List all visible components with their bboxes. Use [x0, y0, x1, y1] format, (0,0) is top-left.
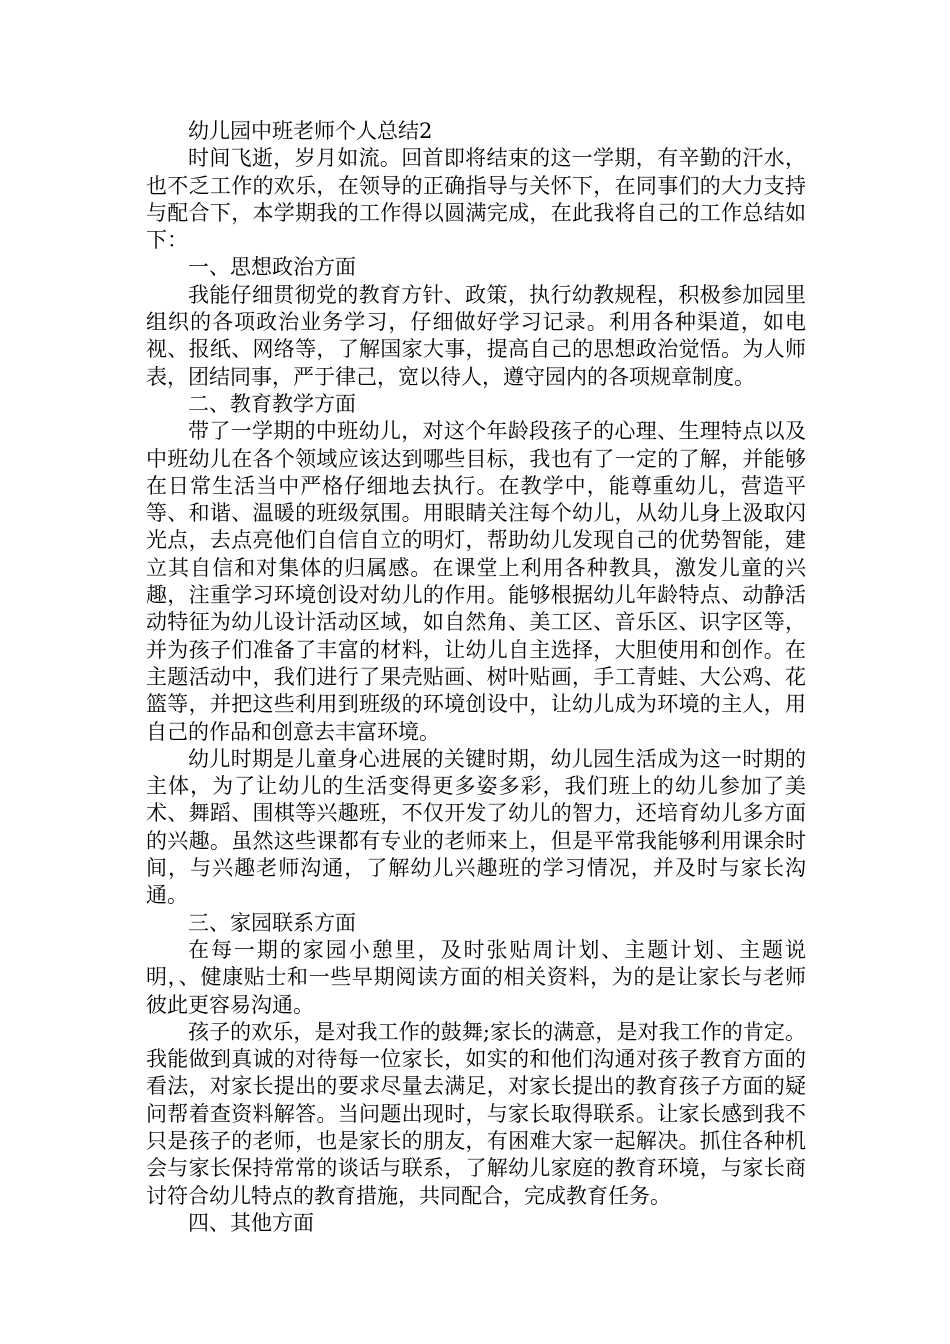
paragraph-home-school-board: 在每一期的家园小憩里，及时张贴周计划、主题计划、主题说明，、健康贴士和一些早期阅读方面的相关资料，为的是让家长与老师彼此更容易沟通。: [146, 937, 806, 1017]
document-body: [146, 118, 806, 1237]
section-heading-other: 四、其他方面: [188, 1210, 314, 1235]
paragraph-political: 我能仔细贯彻党的教育方针、政策，执行幼教规程，积极参加园里组织的各项政治业务学习，仔细做好学习记录。利用各种渠道，如电视、报纸、网络等，了解国家大事，提高自己的思想政治觉悟。为人师表，团结同事，严于律己，宽以待人，遵守园内的各项规章制度。: [146, 282, 806, 389]
paragraph-intro: 时间飞逝，岁月如流。回首即将结束的这一学期，有辛勤的汗水，也不乏工作的欢乐，在领导的正确指导与关怀下，在同事们的大力支持与配合下，本学期我的工作得以圆满完成，在此我将自己的工作总结如下：: [146, 146, 806, 253]
document-title: 幼儿园中班老师个人总结2: [188, 119, 433, 143]
section-heading-home-school: 三、家园联系方面: [188, 910, 356, 935]
paragraph-teaching: 带了一学期的中班幼儿，对这个年龄段孩子的心理、生理特点以及中班幼儿在各个领域应该达到哪些目标，我也有了一定的了解，并能够在日常生活当中严格仔细地去执行。在教学中，能尊重幼儿，营造平等、和谐、温暖的班级氛围。用眼睛关注每个幼儿，从幼儿身上汲取闪光点，去点亮他们自信自立的明灯，帮助幼儿发现自己的优势智能，建立其自信和对集体的归属感。在课堂上利用各种教具，激发儿童的兴趣，注重学习环境创设对幼儿的作用。能够根据幼儿年龄特点、动静活动特征为幼儿设计活动区域，如自然角、美工区、音乐区、识字区等，并为孩子们准备了丰富的材料，让幼儿自主选择，大胆使用和创作。在主题活动中，我们进行了果壳贴画、树叶贴画，手工青蛙、大公鸡、花篮等，并把这些利用到班级的环境创设中，让幼儿成为环境的主人，用自己的作品和创意去丰富环境。: [146, 419, 806, 744]
section-heading-teaching: 二、教育教学方面: [188, 391, 356, 416]
paragraph-interest-classes: 幼儿时期是儿童身心进展的关键时期，幼儿园生活成为这一时期的主体，为了让幼儿的生活变得更多姿多彩，我们班上的幼儿参加了美术、舞蹈、围棋等兴趣班，不仅开发了幼儿的智力，还培育幼儿多方面的兴趣。虽然这些课都有专业的老师来上，但是平常我能够利用课余时间，与兴趣老师沟通，了解幼儿兴趣班的学习情况，并及时与家长沟通。: [146, 746, 806, 908]
paragraph-parent-communication: 孩子的欢乐，是对我工作的鼓舞;家长的满意，是对我工作的肯定。我能做到真诚的对待每一位家长，如实的和他们沟通对孩子教育方面的看法，对家长提出的要求尽量去满足，对家长提出的教育孩子方面的疑问帮着查资料解答。当问题出现时，与家长取得联系。让家长感到我不只是孩子的老师，也是家长的朋友，有困难大家一起解决。抓住各种机会与家长保持常常的谈话与联系，了解幼儿家庭的教育环境，与家长商讨符合幼儿特点的教育措施，共同配合，完成教育任务。: [146, 1019, 806, 1208]
section-heading-political: 一、思想政治方面: [188, 255, 356, 280]
